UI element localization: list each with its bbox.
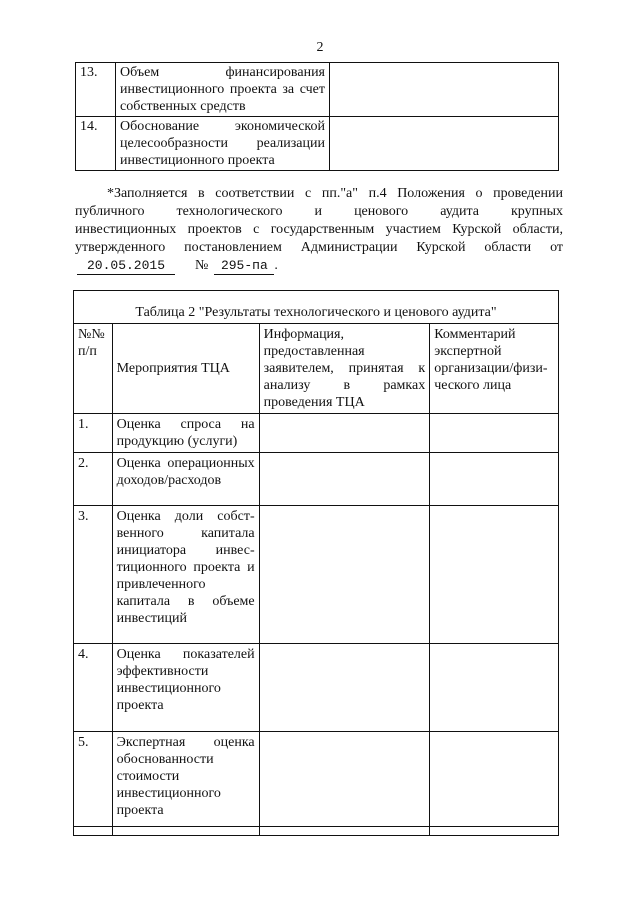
row-info[interactable] bbox=[259, 732, 430, 836]
row-label: Обоснование экономической целесообразности реализации инвестиционного проекта bbox=[116, 117, 330, 171]
table-row bbox=[74, 414, 559, 453]
row-info[interactable] bbox=[259, 453, 430, 506]
table-row bbox=[76, 63, 559, 117]
row-value[interactable] bbox=[330, 117, 559, 171]
header-event bbox=[112, 324, 259, 414]
row-event: Оценка спроса на продукцию (услуги) bbox=[112, 414, 259, 453]
projects-table bbox=[75, 62, 559, 171]
row-value[interactable] bbox=[330, 63, 559, 117]
table-row bbox=[74, 732, 559, 836]
row-event: Оценка показателей эффективности инвестиционного проекта bbox=[112, 644, 259, 732]
row-event: Оценка операционных доходов/расходов bbox=[112, 453, 259, 506]
row-number: 2. bbox=[74, 453, 113, 506]
footnote bbox=[75, 185, 563, 275]
decree-date: 20.05.2015 bbox=[77, 258, 175, 275]
row-number: 5. bbox=[74, 732, 113, 836]
footnote-line: инвестиционных проектов с государственным участием Курской области, bbox=[75, 222, 563, 237]
row-event: Оценка доли собст-венного капитала инициатора инвес-тиционного проекта и привлеченного капитала в объеме инвестиций bbox=[112, 506, 259, 644]
row-comment[interactable] bbox=[430, 414, 559, 453]
header-event-text: Мероприятия ТЦА bbox=[116, 361, 230, 376]
row-info[interactable] bbox=[259, 644, 430, 732]
row-comment[interactable] bbox=[430, 506, 559, 644]
decree-number: 295-па bbox=[214, 258, 274, 275]
row-number: 14. bbox=[76, 117, 116, 171]
header-comment: Комментарий экспертной организации/физи-ческого лица bbox=[430, 324, 559, 414]
footnote-reference bbox=[75, 257, 563, 275]
row-info[interactable] bbox=[259, 414, 430, 453]
audit-results-table bbox=[73, 323, 559, 836]
row-comment[interactable] bbox=[430, 453, 559, 506]
row-number: 4. bbox=[74, 644, 113, 732]
row-label: Объем финансирования инвестиционного проекта за счет собственных средств bbox=[116, 63, 330, 117]
row-comment[interactable] bbox=[430, 644, 559, 732]
table-row bbox=[74, 644, 559, 732]
table-header-row bbox=[74, 324, 559, 414]
header-num: №№ п/п bbox=[74, 324, 113, 414]
table2-caption: Таблица 2 "Результаты технологического и ценового аудита" bbox=[135, 305, 497, 320]
table-row bbox=[74, 453, 559, 506]
row-event: Экспертная оценка обоснованности стоимости инвестиционного проекта bbox=[112, 732, 259, 836]
table-row bbox=[76, 117, 559, 171]
row-number: 3. bbox=[74, 506, 113, 644]
row-number: 13. bbox=[76, 63, 116, 117]
footnote-line: утвержденного постановлением Администрации Курской области от bbox=[75, 240, 563, 255]
page-number: 2 bbox=[316, 40, 324, 55]
row-info[interactable] bbox=[259, 506, 430, 644]
footnote-line: публичного технологического и ценового аудита крупных bbox=[75, 204, 563, 219]
footnote-end: . bbox=[274, 258, 278, 273]
row-number: 1. bbox=[74, 414, 113, 453]
header-info: Информация, предоставленная заявителем, принятая к анализу в рамках проведения ТЦА bbox=[259, 324, 430, 414]
row-comment[interactable] bbox=[430, 732, 559, 836]
table-row bbox=[74, 506, 559, 644]
footnote-line: *Заполняется в соответствии с пп."а" п.4 Положения о проведении bbox=[107, 186, 563, 201]
number-sign: № bbox=[195, 258, 209, 273]
